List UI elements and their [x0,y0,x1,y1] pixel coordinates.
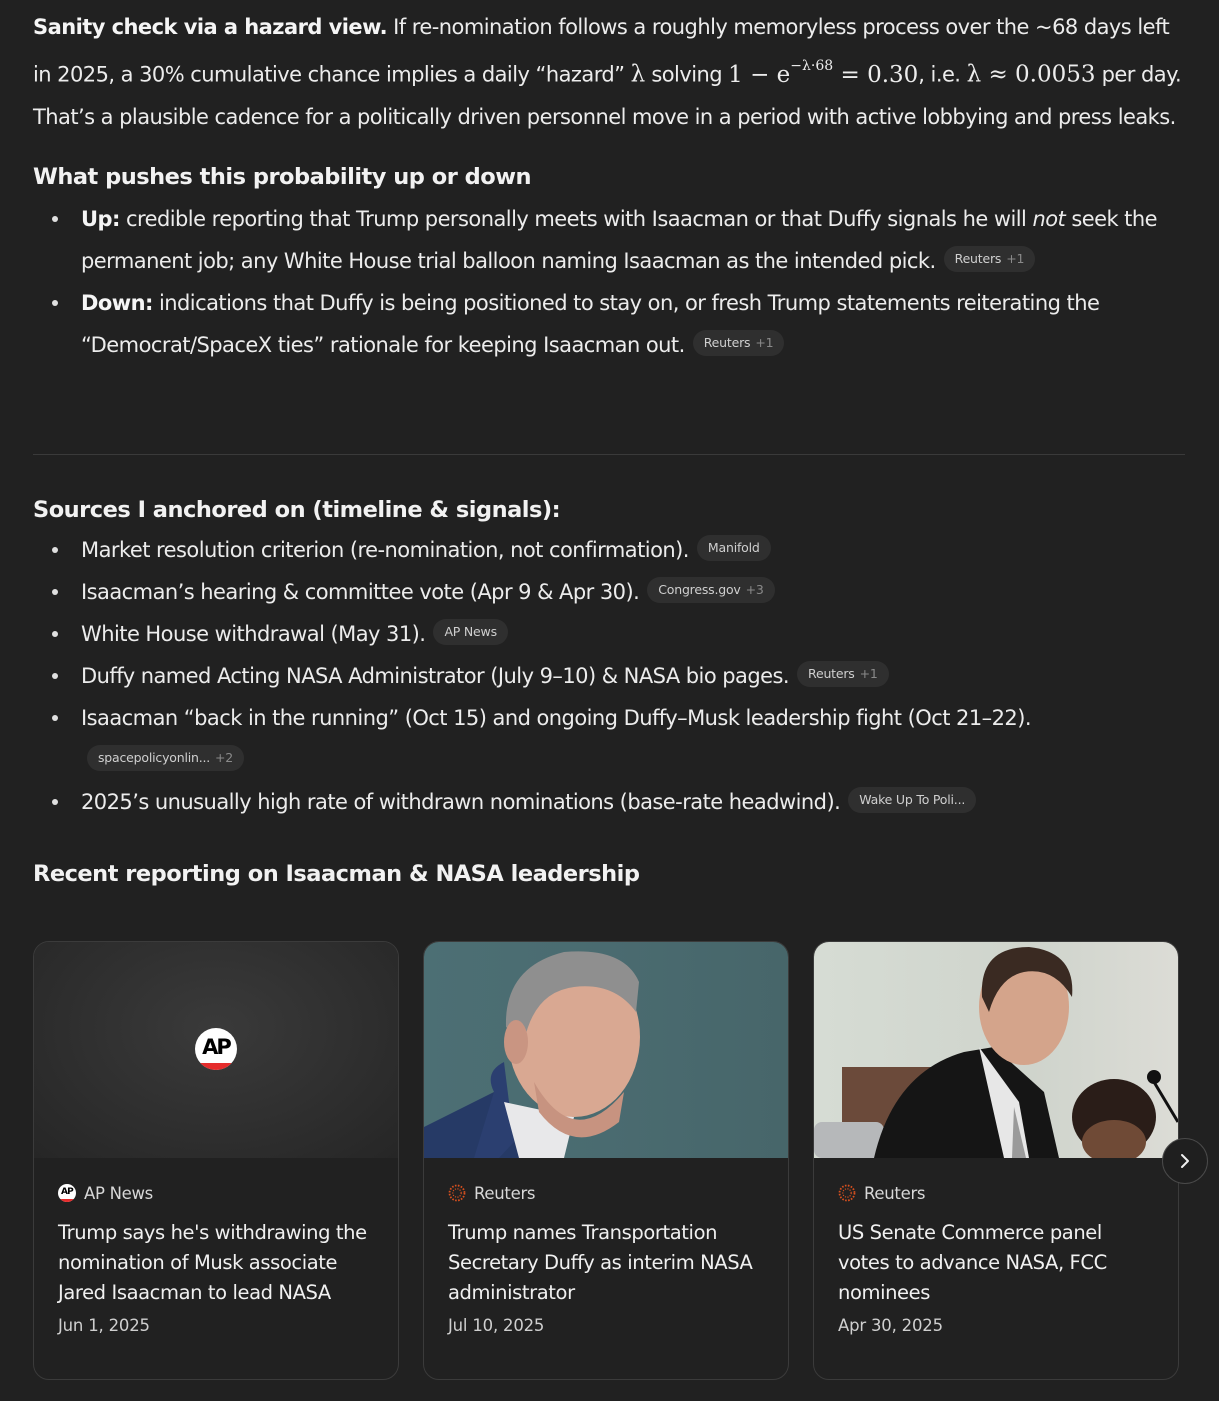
reuters-logo-icon [838,1184,856,1202]
ap-logo-icon [195,1028,237,1070]
card-source [838,1182,1154,1204]
card-thumbnail [34,942,398,1158]
sources-section [33,497,1185,887]
reuters-logo-icon [448,1184,466,1202]
list-item [33,655,1185,697]
sanity-text: per day. That’s a plausible cadence for a politically driven personnel move in a period with active lobbying and press leaks. [33,62,1182,129]
citation-source: Congress.gov [658,582,741,597]
list-item [33,613,1185,655]
citation-more-count: +2 [215,750,234,765]
photo-man-speaking-icon [424,942,788,1158]
item-text: Market resolution criterion (re-nomination, not confirmation). [81,538,689,562]
citation-more-count: +1 [755,334,774,350]
item-text: Duffy named Acting NASA Administrator (July 9–10) & NASA bio pages. [81,664,790,688]
pushes-list [33,198,1185,366]
item-emphasis: not [1032,206,1066,231]
card-thumbnail [814,942,1178,1158]
citation-pill[interactable] [944,246,1036,272]
card-date: Jun 1, 2025 [58,1316,150,1335]
sources-list [33,529,1185,823]
carousel-next-button[interactable] [1162,1138,1208,1184]
item-text: seek the permanent job; any White House trial balloon naming Isaacman as the intended pick. [81,206,1157,273]
card-meta [814,1158,1178,1335]
card-thumbnail [424,942,788,1158]
citation-pill[interactable] [87,745,244,771]
card-title[interactable]: US Senate Commerce panel votes to advance NASA, FCC nominees [838,1221,1107,1304]
news-card[interactable] [423,941,789,1380]
sanity-text: solving [645,62,729,87]
citation-pill[interactable] [693,330,785,356]
source-name: Reuters [474,1183,536,1203]
list-item [33,571,1185,613]
list-item [33,198,1185,282]
citation-more-count: +1 [1006,250,1025,266]
citation-source: AP News [444,624,497,639]
source-name: Reuters [864,1183,926,1203]
news-carousel [33,941,1219,1381]
card-source [448,1182,764,1204]
list-item [33,781,1185,823]
news-card[interactable] [813,941,1179,1380]
card-source [58,1182,374,1204]
card-title[interactable]: Trump says he's withdrawing the nomination of Musk associate Jared Isaacman to lead NASA [58,1221,367,1304]
ap-news-icon: AP [58,1184,76,1202]
list-item [33,529,1185,571]
card-title[interactable]: Trump names Transportation Secretary Duffy as interim NASA administrator [448,1221,753,1304]
sanity-text: , i.e. [918,62,967,87]
item-text: 2025’s unusually high rate of withdrawn nominations (base-rate headwind). [81,790,841,814]
math-approx: λ ≈ 0.0053 [966,61,1096,88]
citation-pill[interactable] [697,535,771,561]
citation-pill[interactable] [433,619,507,645]
eq-rhs: = 0.30 [833,61,919,88]
item-label: Up: [81,206,120,231]
item-label: Down: [81,290,153,315]
card-date: Apr 30, 2025 [838,1316,943,1335]
sanity-lead: Sanity check via a hazard view. [33,15,388,39]
answer-content [33,0,1185,366]
sanity-text: If re-nomination follows a roughly memoryless process over the ~68 days left in 2025, a 30% cumulative chance implies a daily “hazard” [33,15,1170,87]
citation-pill[interactable] [647,577,774,603]
citation-source: Wake Up To Poli... [859,792,966,807]
card-meta [424,1158,788,1335]
list-item [33,697,1185,781]
citation-pill[interactable] [797,661,889,687]
item-text: Isaacman’s hearing & committee vote (Apr 9 & Apr 30). [81,580,640,604]
reporting-heading: Recent reporting on Isaacman & NASA leadership [33,861,640,887]
citation-source: Reuters [808,666,855,681]
news-card[interactable] [33,941,399,1380]
source-name: AP News [84,1183,153,1203]
photo-man-at-hearing-icon [814,942,1178,1158]
chevron-right-icon [1176,1152,1194,1170]
item-text: White House withdrawal (May 31). [81,622,426,646]
section-divider [33,454,1185,455]
eq-base: 1 − e [728,61,791,88]
item-text: Isaacman “back in the running” (Oct 15) and ongoing Duffy–Musk leadership fight (Oct 21–22). [81,706,1031,730]
math-equation [728,58,919,88]
citation-pill[interactable] [848,787,976,813]
item-text: indications that Duffy is being positioned to stay on, or fresh Trump statements reiterating the “Democrat/SpaceX ties” rationale for keeping Isaacman out. [81,290,1100,357]
card-meta [34,1158,398,1335]
citation-more-count: +3 [745,582,764,597]
citation-source: Reuters [954,250,1002,266]
pushes-heading: What pushes this probability up or down [33,163,531,190]
item-text: credible reporting that Trump personally meets with Isaacman or that Duffy signals he will [119,206,1033,231]
sources-heading: Sources I anchored on (timeline & signals): [33,497,561,523]
citation-source: Manifold [707,540,760,555]
card-date: Jul 10, 2025 [448,1316,545,1335]
citation-more-count: +1 [859,666,878,681]
math-lambda: λ [630,61,646,88]
list-item [33,282,1185,366]
sanity-check-paragraph [33,0,1185,138]
eq-exponent: −λ·68 [790,58,834,74]
ap-logo-text: AP [202,1035,230,1059]
citation-source: Reuters [703,334,751,350]
citation-source: spacepolicyonlin... [98,750,211,765]
